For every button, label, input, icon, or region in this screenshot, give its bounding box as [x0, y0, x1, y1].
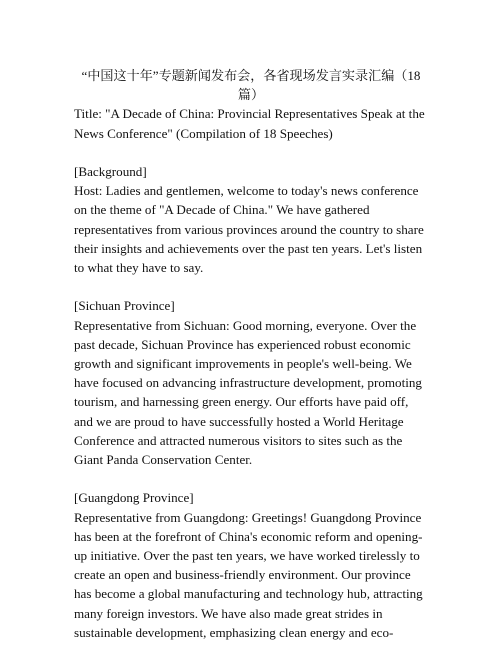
section-sichuan [74, 296, 428, 469]
section-guangdong [74, 488, 428, 642]
spacer [74, 469, 428, 488]
section-header: [Background] [74, 164, 147, 179]
section-background [74, 162, 428, 277]
section-body: Representative from Guangdong: Greetings! Guangdong Province has been at the forefront of China's economic reform and opening-up initiative. Over the past ten years, we have worked tirelessly to create an open and business-friendly environment. Our province has become a global manufacturing and technology hub, attracting many foreign investors. We have also made great strides in sustainable development, emphasizing clean energy and eco- [74, 509, 423, 640]
document-heading: “中国这十年”专题新闻发布会，各省现场发言实录汇编（18篇） [81, 68, 421, 103]
section-body: Host: Ladies and gentlemen, welcome to today's news conference on the theme of "A Decade of China." We have gathered representatives from various provinces around the country to share their insights and achievements over the past ten years. Let's listen to what they have to say. [74, 183, 424, 276]
spacer [74, 277, 428, 296]
section-body: Representative from Sichuan: Good morning, everyone. Over the past decade, Sichuan Province has experienced robust economic growth and significant improvements in people's well-being. We have focused on advancing infrastructure development, promoting tourism, and harnessing green energy. Our efforts have paid off, and we are proud to have successfully hosted a World Heritage Conference and attracted numerous visitors to sites such as the Giant Panda Conservation Center. [74, 317, 422, 468]
spacer [74, 143, 428, 162]
section-header: [Guangdong Province] [74, 490, 194, 506]
title-line: Title: "A Decade of China: Provincial Representatives Speak at the News Conference" (Compilation of 18 Speeches) [74, 106, 425, 141]
section-header: [Sichuan Province] [74, 298, 175, 314]
